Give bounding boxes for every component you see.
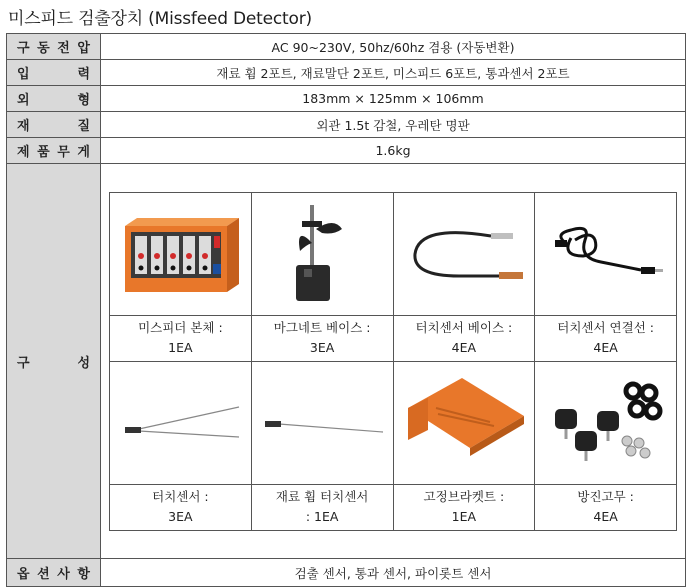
component-name: 터치센서 : <box>152 489 209 504</box>
label-text: 옵 션 사 항 <box>17 567 90 582</box>
component-qty: 3EA <box>309 340 335 355</box>
touch-sensor-wire-icon <box>115 393 245 453</box>
page-title: 미스피드 검출장치 (Missfeed Detector) <box>8 9 312 29</box>
row-value: AC 90~230V, 50hz/60hz 겸용 (자동변환) <box>101 34 686 60</box>
component-caption <box>251 484 393 530</box>
label-text: 제 품 무 게 <box>17 145 90 160</box>
component-caption <box>110 484 252 530</box>
row-label <box>7 86 101 112</box>
magnetic-base-icon <box>282 199 362 309</box>
spec-table <box>6 33 686 587</box>
spec-row-weight <box>7 138 686 164</box>
spec-row-material <box>7 112 686 138</box>
rubber-mount-icon <box>541 373 671 473</box>
component-image <box>535 192 677 315</box>
row-value: 검출 센서, 통과 센서, 파이롯트 센서 <box>101 559 686 587</box>
component-grid <box>109 192 677 531</box>
spec-row-voltage <box>7 34 686 60</box>
bend-sensor-wire-icon <box>257 398 387 448</box>
component-caption <box>535 484 677 530</box>
row-label <box>7 164 101 559</box>
component-image <box>251 361 393 484</box>
component-name: 미스피더 본체 : <box>138 320 223 335</box>
label-text: 구 성 <box>17 355 90 371</box>
component-caption <box>251 315 393 361</box>
component-qty: : 1EA <box>305 509 339 524</box>
bracket-icon <box>398 368 530 478</box>
component-caption <box>393 315 535 361</box>
component-qty: 4EA <box>451 340 477 355</box>
row-label <box>7 112 101 138</box>
row-label <box>7 138 101 164</box>
component-name: 고정브라켓트 : <box>423 489 505 504</box>
cable-icon <box>541 214 671 294</box>
row-value: 183mm × 125mm × 106mm <box>101 86 686 112</box>
component-image <box>393 192 535 315</box>
label-text: 재 질 <box>17 119 90 134</box>
component-image <box>110 361 252 484</box>
component-name: 터치센서 연결선 : <box>557 320 654 335</box>
component-qty: 1EA <box>168 340 193 355</box>
spec-row-options <box>7 559 686 587</box>
controller-box-icon <box>117 206 243 302</box>
component-name: 마그네트 베이스 : <box>273 320 371 335</box>
component-caption <box>393 484 535 530</box>
component-qty: 4EA <box>593 509 618 524</box>
component-image <box>251 192 393 315</box>
component-caption <box>535 315 677 361</box>
sensor-probe-icon <box>399 214 529 294</box>
label-text: 구 동 전 압 <box>17 41 90 56</box>
component-image <box>535 361 677 484</box>
component-name: 방진고무 : <box>577 489 634 504</box>
row-label <box>7 34 101 60</box>
row-label <box>7 559 101 587</box>
component-image <box>393 361 535 484</box>
row-value: 1.6kg <box>101 138 686 164</box>
row-value: 외관 1.5t 감철, 우레탄 명판 <box>101 112 686 138</box>
spec-row-input <box>7 60 686 86</box>
spec-row-dimensions <box>7 86 686 112</box>
component-grid-cell <box>101 164 686 559</box>
label-text: 입 력 <box>17 67 90 82</box>
component-name: 터치센서 베이스 : <box>415 320 513 335</box>
label-text: 외 형 <box>17 93 90 108</box>
component-qty: 1EA <box>451 509 477 524</box>
row-label <box>7 60 101 86</box>
component-caption <box>110 315 252 361</box>
row-value: 재료 휨 2포트, 재료말단 2포트, 미스피드 6포트, 통과센서 2포트 <box>101 60 686 86</box>
component-name: 재료 휨 터치센서 <box>275 489 369 504</box>
component-qty: 4EA <box>593 340 618 355</box>
component-image <box>110 192 252 315</box>
spec-row-composition <box>7 164 686 559</box>
component-qty: 3EA <box>168 509 193 524</box>
